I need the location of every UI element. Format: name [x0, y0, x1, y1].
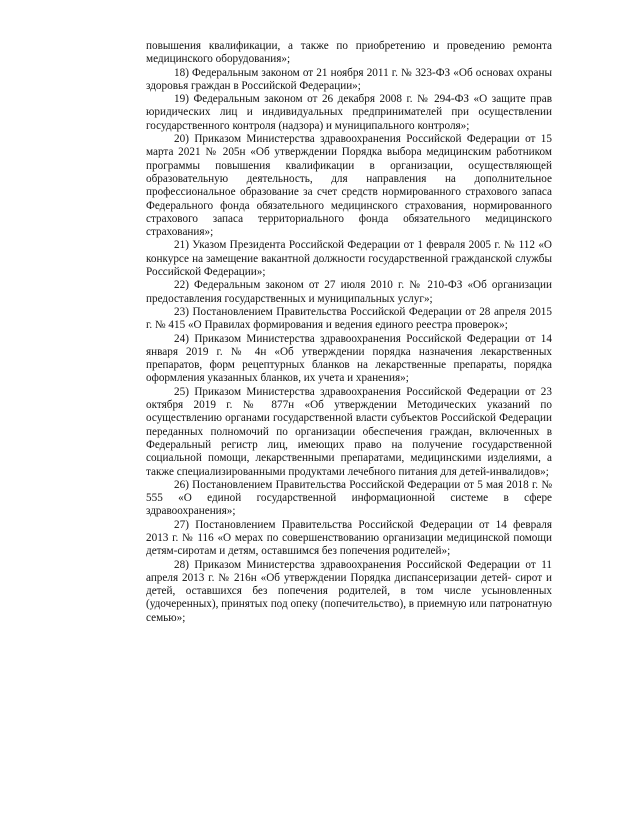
list-item-21: 21) Указом Президента Российской Федерации от 1 февраля 2005 г. № 112 «О конкурсе на замещение вакантной должности государственной гражданской службы Российской Федерации»;	[146, 239, 552, 279]
document-body	[146, 40, 552, 625]
list-item-19: 19) Федеральным законом от 26 декабря 2008 г. № 294-ФЗ «О защите прав юридических лиц и индивидуальных предпринимателей при осуществлении государственного контроля (надзора) и муниципального контроля»;	[146, 93, 552, 132]
list-item-25: 25) Приказом Министерства здравоохранения Российской Федерации от 23 октября 2019 г. № 877н «Об утверждении Методических указаний по осуществлению органами государственной власти субъектов Российской Федерации переданных полномочий по организации обеспечения граждан, включенных в Федеральный регистр лиц, имеющих право на получение государственной социальной помощи, лекарственными препаратами, медицинскими изделиями, а также специализированными продуктами лечебного питания для детей-инвалидов»;	[146, 385, 552, 478]
list-item-28: 28) Приказом Министерства здравоохранения Российской Федерации от 11 апреля 2013 г. № 216н «Об утверждении Порядка диспансеризации детей- сирот и детей, оставшихся без попечения родителей, в том числе усыновленных (удочеренных), принятых под опеку (попечительство), в приемную или патронатную семью»;	[146, 558, 552, 624]
list-item-22: 22) Федеральным законом от 27 июля 2010 г. № 210-ФЗ «Об организации предоставления государственных и муниципальных услуг»;	[146, 279, 552, 305]
list-item-27: 27) Постановлением Правительства Российской Федерации от 14 февраля 2013 г. № 116 «О мерах по совершенствованию организации медицинской помощи детям-сиротам и детям, оставшимся без попечения родителей»;	[146, 518, 552, 558]
list-item-18: 18) Федеральным законом от 21 ноября 2011 г. № 323-ФЗ «Об основах охраны здоровья граждан в Российской Федерации»;	[146, 66, 552, 92]
list-item-26: 26) Постановлением Правительства Российской Федерации от 5 мая 2018 г. № 555 «О единой государственной информационной системе в сфере здравоохранения»;	[146, 478, 552, 518]
continuation-paragraph: повышения квалификации, а также по приобретению и проведению ремонта медицинского оборудования»;	[146, 40, 552, 66]
list-item-20: 20) Приказом Министерства здравоохранения Российской Федерации от 15 марта 2021 № 205н «Об утверждении Порядка выбора медицинским работником программы повышения квалификации в организации, осуществляющей образовательную деятельность, для направления на дополнительное профессиональное образование за счет средств нормированного страхового запаса Федерального фонда обязательного медицинского страхования, нормированного страхового запаса территориального фонда обязательного медицинского страхования»;	[146, 133, 552, 239]
list-item-23: 23) Постановлением Правительства Российской Федерации от 28 апреля 2015 г. № 415 «О Правилах формирования и ведения единого реестра проверок»;	[146, 305, 552, 332]
list-item-24: 24) Приказом Министерства здравоохранения Российской Федерации от 14 января 2019 г. № 4н «Об утверждении порядка назначения лекарственных препаратов, форм рецептурных бланков на лекарственные препараты, порядка оформления указанных бланков, их учета и хранения»;	[146, 332, 552, 385]
